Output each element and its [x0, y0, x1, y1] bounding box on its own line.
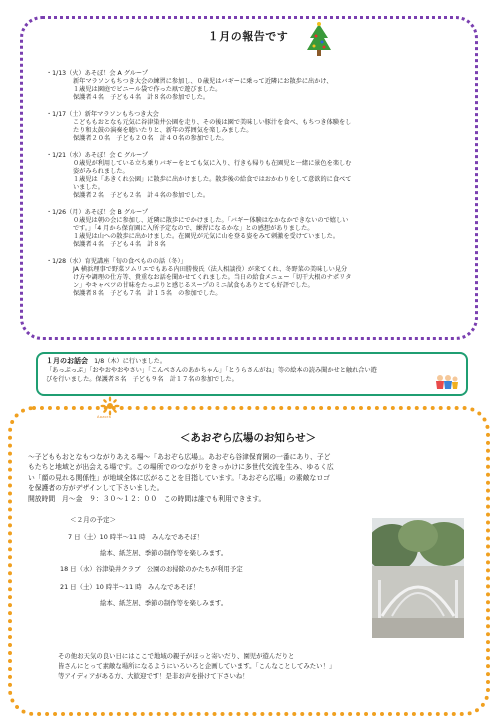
entry-line: こどももおとなも元気に谷津染井公園を走り、その後は園で美味しい豚汁を食べ、もちつき体験をし: [73, 119, 352, 126]
report-entry: [46, 258, 456, 298]
story-date: 1/8（木）に行いました。: [88, 358, 167, 365]
story-line: びを行いました。保護者８名 子ども９名 計１７名の参加でした。: [46, 376, 238, 383]
intro-line: ～子どももおとなもつながりあえる場～「あおぞら広場」。あおぞら谷津保育園の一番にあり、子ど: [28, 453, 331, 461]
entry-heading: ・1/13（火）あそぼ！会 A グループ: [46, 70, 149, 77]
entry-line: け方や調理の仕方等、貴重なお話を聞かせてくれました。当日の給食メニュー「切干大根のナポリタ: [73, 274, 352, 281]
entry-line: ０歳児は朝の会に参加し、近隣に散歩にでかけました。「バギー体験はなかなかできないので嬉しい: [73, 217, 349, 224]
plan-detail: 絵本、紙芝居、季節の制作等を楽しみます。: [100, 549, 228, 557]
report-title: １月の報告です: [207, 30, 289, 43]
children-reading-icon: [434, 374, 460, 390]
story-title: １月のお話会: [46, 357, 88, 365]
story-line: 「あっぷっぷ」「おやおやおやさい」「こんぺさんのあかちゃん」「とうらさんがね」等の絵本の読み聞かせと触れ合い遊: [46, 367, 377, 374]
entry-line: です。」「4 月から保育園に入所予定なので、練習になるかな」との感想がありました。: [73, 225, 314, 232]
entry-line: いました。: [73, 184, 104, 191]
entry-line: 保護者４名 子ども４名 計８名: [73, 241, 166, 248]
intro-line: 開放時間 月～金 ９：３０～１２：００ この時間は誰でも利用できます。: [28, 494, 266, 503]
christmas-tree-icon: [306, 22, 332, 58]
entry-line: １歳児は山への散歩に出かけました。在園児が元気に山を登る姿をみて刺激を受けていました。: [73, 233, 340, 240]
aozora-footer: [58, 652, 468, 681]
report-entry: [46, 70, 456, 102]
entry-line: 保護者４名 子ども４名 計８名の参加でした。: [73, 94, 210, 101]
report-entry: [46, 111, 456, 143]
report-entry: [46, 209, 456, 249]
footer-line: 皆さんにとって素敵な場所になるようにいろいろと企画しています。「こんなことしてみたい！」: [58, 661, 336, 670]
intro-line: い「顔の見れる関係性」が地域全体に広がることを目指しています。「あおぞら広場」の素敵なロゴ: [28, 473, 330, 482]
playground-photo: [372, 518, 464, 638]
aozora-logo-text: Aozora: [97, 415, 112, 419]
plan-heading: ＜２月の予定＞: [70, 516, 117, 524]
footer-line: 等アイディアがある方、大歓迎です！是非お声を掛けて下さいね！: [58, 671, 249, 680]
plan-detail: 絵本、紙芝居、季節の制作等を楽しみます。: [100, 599, 228, 607]
intro-line: を保護者の方がデザインして下さいました。: [28, 484, 164, 493]
entry-line: 姿がみられました。: [73, 168, 129, 175]
report-entry: [46, 152, 456, 200]
story-session-box: [36, 352, 468, 396]
entry-line: 新年マラソンもちつき大会の練習に参加し、０歳児はバギーに乗って近隣にお散歩に出かけ、: [73, 78, 333, 85]
aozora-title: ＜あおぞら広場のお知らせ＞: [179, 432, 317, 444]
plan-item: 21 日（土）10 時半～11 時 みんなであそぼ！: [60, 583, 200, 591]
plan-item: 7 日（土）10 時半～11 時 みんなであそぼ！: [68, 533, 204, 541]
entry-line: ン」やキャベツの甘味をたっぷりと感じるスープのミニ試食もありとても好評でした。: [73, 282, 314, 289]
entry-heading: ・1/28（水）育児講座「旬の食べものの話（冬）」: [46, 258, 187, 265]
report-entries: [46, 70, 456, 307]
entry-line: １歳児は園庭でビニール袋で作った凧で遊びました。: [73, 86, 222, 93]
entry-heading: ・1/21（水）あそぼ！会 C グループ: [46, 152, 149, 159]
intro-line: もたちと地域とが出会える場です。この場所でのつながりをきっかけに多世代交流を生み、ゆるく広: [28, 463, 334, 472]
entry-line: １歳児は「あきくれ公園」に散歩に出かけました。散歩後の給食ではおかわりをして意欲的に食べて: [73, 176, 352, 183]
entry-line: ０歳児が利用している立ち乗りバギーをとても気に入り、行きも帰りも在園児と一緒に景色を楽しむ: [73, 160, 352, 167]
entry-line: JA 横浜理事で野菜ソムリエでもある内田勝俊氏（法人相談役）が来てくれ、冬野菜の美味しい見分: [73, 266, 348, 273]
entry-line: たり和太鼓の演奏を聴いたりと、新年の雰囲気を楽しみました。: [73, 127, 253, 134]
entry-line: 保護者２０名 子ども２０名 計４０名の参加でした。: [73, 135, 228, 142]
plan-item: 18 日（水）谷津染井クラブ 公園のお掃除のかたちが利用予定: [60, 565, 243, 573]
footer-line: その他お天気の良い日にはここで地域の親子がほっと寄いだり、園児が遊んだりと: [58, 652, 295, 660]
aozora-intro: [28, 452, 472, 504]
entry-heading: ・1/26（月）あそぼ！会 B グループ: [46, 209, 149, 216]
entry-heading: ・1/17（土）新年マラソンもちつき大会: [46, 111, 159, 118]
entry-line: 保護者２名 子ども２名 計４名の参加でした。: [73, 192, 210, 199]
aozora-logo-icon: [90, 396, 130, 424]
entry-line: 保護者８名 子ども７名 計１５名 の参加でした。: [73, 290, 222, 297]
